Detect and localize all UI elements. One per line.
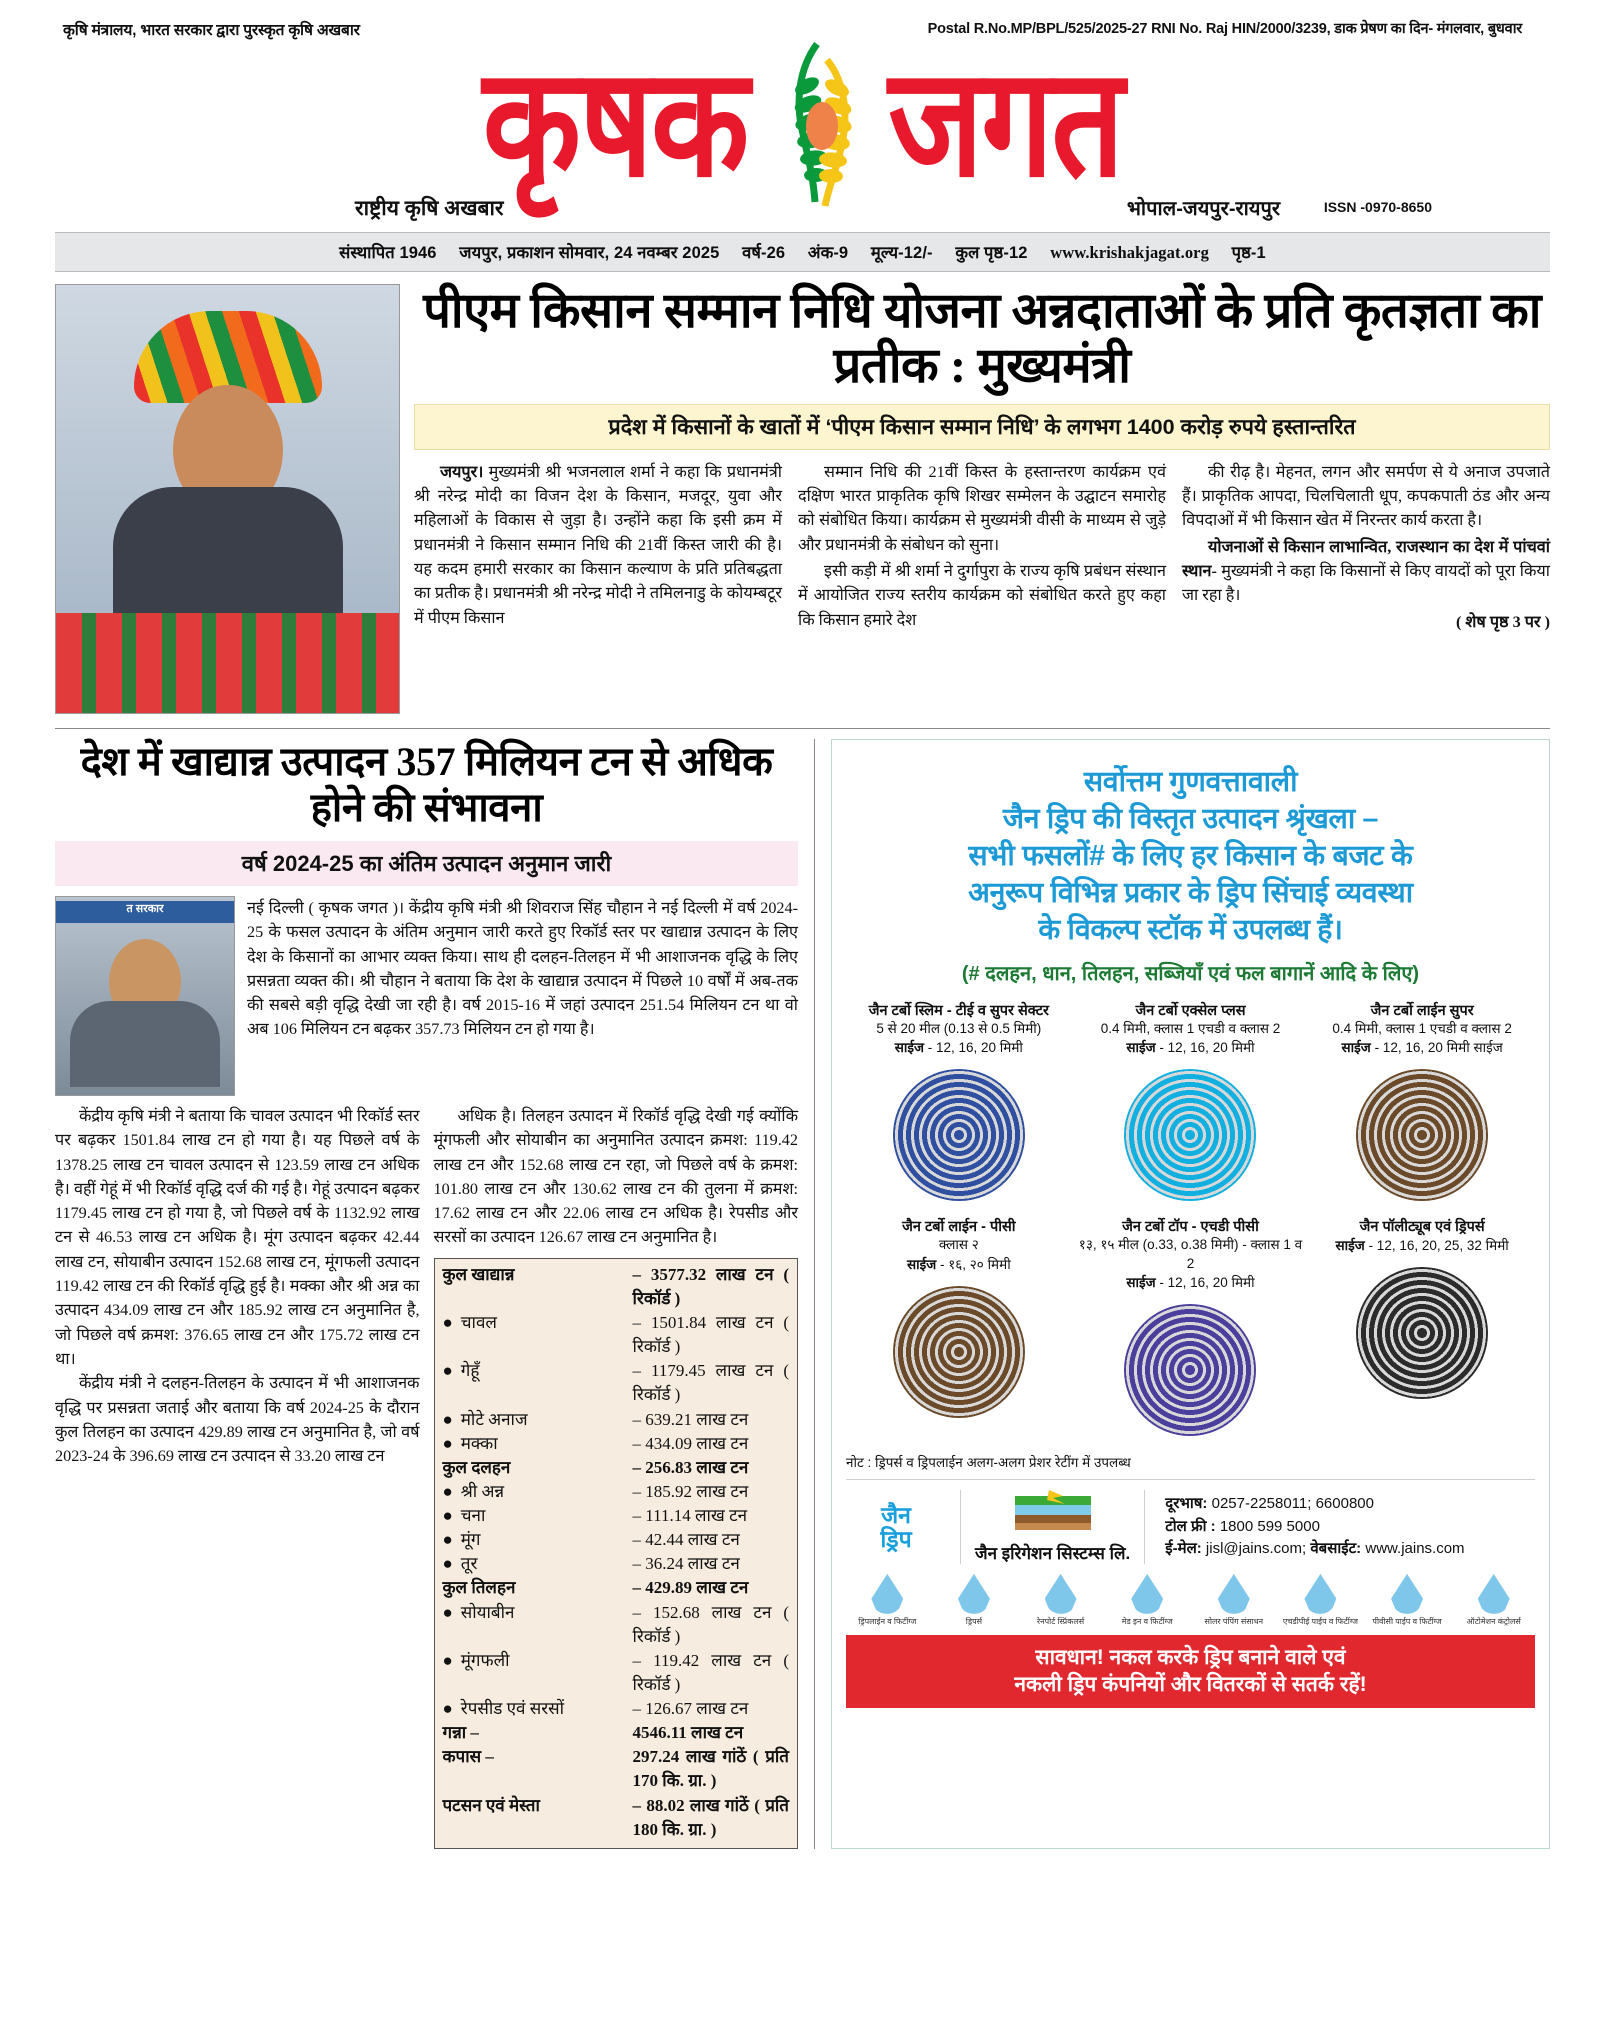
table-row (443, 1359, 790, 1407)
table-row-label: ● तूर (443, 1552, 633, 1576)
table-row-label: ● मोटे अनाज (443, 1408, 633, 1432)
table-row-label: ● मूंगफली (443, 1649, 633, 1697)
product-category-icon: ड्रिपर्स (933, 1574, 1016, 1627)
jain-drip-logo (846, 1503, 946, 1551)
s2-col1-para1: केंद्रीय कृषि मंत्री ने बताया कि चावल उत्पादन भी रिकॉर्ड स्तर पर बढ़कर 1501.84 लाख टन हो गया है। यह पिछले वर्ष के 1378.25 लाख टन चावल उत्पादन से 123.59 लाख टन अधिक है। वहीं गेहूं में भी रिकॉर्ड वृद्धि दर्ज की गई है। गेहूं उत्पादन बढ़कर 1179.45 लाख टन हो गया है, जो पिछले वर्ष के 1132.92 लाख टन से 46.53 लाख टन अधिक है। मूंग उत्पादन बढ़कर 42.44 लाख टन, सोयाबीन उत्पादन 152.68 लाख टन, मूंगफली उत्पादन 119.42 लाख टन की रिकॉर्ड वृद्धि हुई है। मक्का और श्री अन्न का उत्पादन 434.09 लाख टन और 185.92 लाख टन अनुमानित है, जो पिछले वर्ष क्रमश: 376.65 लाख टन और 175.72 लाख टन था। (55, 1107, 420, 1368)
info-founded: संस्थापित 1946 (339, 244, 437, 262)
jain-drip-advertisement[interactable] (831, 739, 1550, 1849)
table-row-value: – 429.89 लाख टन (632, 1578, 749, 1598)
jain-drip-logo-line1: जैन (881, 1501, 911, 1528)
ad-headline-line4: अनुरूप विभिन्न प्रकार के ड्रिप सिंचाई व्यवस्था (968, 877, 1413, 910)
second-story-headline: देश में खाद्यान्न उत्पादन 357 मिलियन टन से अधिक होने की संभावना (80, 739, 773, 830)
table-row-label: गन्ना – (442, 1723, 479, 1743)
bullet-icon: ● (442, 1602, 453, 1622)
lead-story (55, 284, 1550, 714)
tollfree-value: 1800 599 5000 (1219, 1517, 1320, 1535)
ad-product-cell[interactable] (846, 1216, 1072, 1444)
table-row-value: – 256.83 लाख टन (632, 1457, 749, 1477)
ad-warning-banner (846, 1635, 1535, 1709)
second-story-column-1 (55, 1104, 420, 1849)
table-row (443, 1721, 790, 1745)
lead-col3-subhead: योजनाओं से किसान लाभान्वित, राजस्थान का देश में पांचवां स्थान- (1182, 537, 1550, 580)
publication-info-bar (55, 232, 1550, 272)
wheat-grain-logo-icon (755, 42, 880, 207)
product-category-icon: रेनपोर्ट स्प्रिंकलर्स (1019, 1574, 1102, 1627)
bullet-icon: ● (442, 1481, 453, 1501)
second-story (55, 739, 815, 1849)
product-name: जैन टर्बो लाईन सुपर (1370, 1003, 1474, 1020)
drip-pipe-coil-icon (893, 1069, 1025, 1201)
masthead (55, 40, 1550, 224)
water-drop-icon (1131, 1574, 1163, 1614)
table-row (443, 1311, 790, 1359)
table-row-label: ● रेपसीड एवं सरसों (443, 1697, 633, 1721)
drip-pipe-coil-icon (1124, 1069, 1256, 1201)
email-value[interactable]: jisl@jains.com; (1205, 1540, 1307, 1558)
table-row (443, 1528, 790, 1552)
bullet-icon: ● (442, 1554, 453, 1574)
lead-column-2 (798, 460, 1166, 634)
s2-col2-para1: अधिक है। तिलहन उत्पादन में रिकॉर्ड वृद्धि देखी गई क्योंकि मूंगफली और सोयाबीन का अनुमानित उत्पादन क्रमश: 119.42 लाख टन और 152.68 लाख टन रहा, जो पिछले वर्ष के क्रमश: 101.80 लाख टन और 130.62 लाख टन की तुलना में क्रमश: 17.62 लाख टन और 22.06 लाख टन अधिक है। रेपसीड और सरसों का उत्पादन 126.67 लाख टन अनुमानित है। (433, 1107, 798, 1247)
table-row (443, 1480, 790, 1504)
table-row-label: ● चना (443, 1504, 633, 1528)
second-story-column-2 (434, 1104, 799, 1849)
table-row-value: – 126.67 लाख टन (632, 1699, 749, 1719)
tollfree-label: टोल फ्री : (1165, 1517, 1216, 1535)
web-label: वेबसाईट: (1310, 1540, 1362, 1558)
water-drop-icon (958, 1574, 990, 1614)
s2-col1-para2: केंद्रीय मंत्री ने दलहन-तिलहन के उत्पादन में भी आशाजनक वृद्धि पर प्रसन्नता जताई और बताया कि वर्ष 2024-25 के दौरान कुल तिलहन का उत्पादन 429.89 लाख टन अनुमानित है, जो वर्ष 2023-24 के 396.69 लाख टन उत्पादन से 33.20 लाख टन (55, 1374, 420, 1466)
lead-col1-text: मुख्यमंत्री श्री भजनलाल शर्मा ने कहा कि प्रधानमंत्री श्री नरेन्द्र मोदी का विजन देश के किसान, मजदूर, युवा और महिलाओं के विकास से जुड़ा है। उन्होंने कहा कि इसी क्रम में प्रधानमंत्री ने किसान सम्मान निधि की 21वीं किस्त जारी की है। यह कदम हमारी सरकार का किसान कल्याण के प्रति प्रतिबद्धता का प्रतीक है। प्रधानमंत्री श्री नरेन्द्र मोदी ने तमिलनाडु के कोयम्बटूर में पीएम किसान (414, 462, 782, 627)
table-row (443, 1745, 790, 1793)
product-size: साईज - 12, 16, 20, 25, 32 मिमी (1335, 1238, 1509, 1254)
table-row-label: ● मक्का (443, 1432, 633, 1456)
ad-warning-line2: नकली ड्रिप कंपनियों और वितरकों से सतर्क रहें! (1014, 1673, 1367, 1697)
drip-pipe-coil-icon (1356, 1069, 1488, 1201)
ad-warning-line1: सावधान! नकल करके ड्रिप बनाने वाले एवं (1035, 1645, 1346, 1669)
ad-product-cell[interactable] (1309, 1216, 1535, 1444)
table-row (443, 1697, 790, 1721)
ad-product-cell[interactable] (1078, 1000, 1304, 1210)
product-size: साईज - १६, २० मिमी (906, 1256, 1011, 1272)
water-drop-icon (1478, 1574, 1510, 1614)
top-strip (55, 18, 1550, 40)
lead-headline: पीएम किसान सम्मान निधि योजना अन्नदाताओं के प्रति कृतज्ञता का प्रतीक : मुख्यमंत्री (423, 283, 1541, 393)
second-story-kicker: वर्ष 2024-25 का अंतिम उत्पादन अनुमान जारी (55, 841, 798, 886)
product-category-icon: ड्रिपलाईन व फिटींग्ज (846, 1574, 929, 1627)
bullet-icon: ● (442, 1699, 453, 1719)
product-size: साईज - 12, 16, 20 मिमी (1126, 1040, 1255, 1056)
ad-product-cell[interactable] (1309, 1000, 1535, 1210)
table-row-value: 4546.11 लाख टन (632, 1723, 744, 1743)
ad-headline (846, 764, 1535, 949)
ad-headline-line3: सभी फसलों# के लिए हर किसान के बजट के (968, 840, 1413, 873)
ad-headline-line2: जैन ड्रिप की विस्तृत उत्पादन श्रृंखला – (1002, 803, 1379, 836)
table-row-label: कुल खाद्यान्न (442, 1264, 515, 1284)
product-spec: 0.4 मिमी, क्लास 1 एचडी व क्लास 2 (1100, 1021, 1281, 1037)
second-story-lead-text: नई दिल्ली ( कृषक जगत )। केंद्रीय कृषि मंत्री श्री शिवराज सिंह चौहान ने नई दिल्ली में वर्ष 2024-25 के फसल उत्पादन के अंतिम अनुमान जारी करते हुए रिकॉर्ड स्तर पर खाद्यान्न उत्पादन के लिए देश के किसानों का आभार व्यक्त किया। साथ ही दलहन-तिलहन में भी आशाजनक वृद्धि के लिए प्रसन्नता व्यक्त की। श्री चौहान ने बताया कि देश के खाद्यान्न उत्पादन में पिछले 10 वर्षों में अब-तक की सबसे बड़ी वृद्धि देखी जा रही है। वर्ष 2015-16 में जहां उत्पादन 251.54 मिलियन टन था वो अब 106 मिलियन टन बढ़कर 357.73 मिलियन टन हो गया है। (247, 899, 798, 1039)
table-row-value: – 119.42 लाख टन ( रिकॉर्ड ) (632, 1650, 789, 1694)
ad-contact-block (1159, 1493, 1464, 1561)
table-row (443, 1504, 790, 1528)
table-row (443, 1649, 790, 1697)
product-size: साईज - 12, 16, 20 मिमी (1126, 1274, 1255, 1290)
web-value[interactable]: www.jains.com (1365, 1540, 1465, 1558)
table-row-label: ● सोयाबीन (443, 1601, 633, 1649)
issn-number: ISSN -0970-8650 (1323, 199, 1432, 215)
ad-headline-line5: के विकल्प स्टॉक में उपलब्ध हैं। (1038, 914, 1343, 947)
product-category-icon: पीवीसी पाईप व फिटींग्ज (1366, 1574, 1449, 1627)
lead-col2-para1: सम्मान निधि की 21वीं किस्त के हस्तान्तरण कार्यक्रम एवं दक्षिण भारत प्राकृतिक कृषि शिखर सम्मेलन के उद्घाटन समारोह को संबोधित किया। कार्यक्रम से मुख्यमंत्री वीसी के माध्यम से जुड़े और प्रधानमंत्री के संबोधन को सुना। (798, 462, 1166, 554)
product-image (1078, 1060, 1304, 1210)
table-row-value: – 42.44 लाख टन (632, 1530, 740, 1550)
lead-col2-para2: इसी कड़ी में श्री शर्मा ने दुर्गापुरा के राज्य कृषि प्रबंधन संस्थान में आयोजित राज्य स्तरीय कार्यक्रम को संबोधित करते हुए कहा कि किसान हमारे देश (798, 561, 1166, 629)
table-row-value: – 1501.84 लाख टन ( रिकॉर्ड ) (632, 1313, 789, 1357)
ad-product-cell[interactable] (1078, 1216, 1304, 1444)
table-row (443, 1408, 790, 1432)
info-issue: अंक-9 (807, 244, 849, 262)
table-row-value: – 1179.45 लाख टन ( रिकॉर्ड ) (632, 1361, 789, 1405)
ad-headline-line1: सर्वोत्तम गुणवत्तावाली (1083, 766, 1298, 798)
second-story-photo (55, 896, 235, 1096)
field-irrigation-icon (1007, 1490, 1099, 1534)
table-row (443, 1456, 790, 1480)
advertisement-column (815, 739, 1550, 1849)
product-category-icon: ऑटोमेशन कंट्रोलर्स (1452, 1574, 1535, 1627)
body-shape (113, 487, 343, 617)
product-name: जैन पॉलीट्यूब एवं ड्रिपर्स (1359, 1219, 1485, 1236)
product-image (846, 1277, 1072, 1427)
product-category-icon: मेड इन व फिटींग्ज (1106, 1574, 1189, 1627)
jain-drip-logo-line2: ड्रिप (880, 1525, 912, 1552)
water-drop-icon (1391, 1574, 1423, 1614)
product-spec: 0.4 मिमी, क्लास 1 एचडी व क्लास 2 (1332, 1021, 1512, 1037)
masthead-word-krishak: कृषक (482, 40, 748, 208)
masthead-word-jagat: जगत (888, 40, 1123, 208)
info-price: मूल्य-12/- (870, 244, 933, 262)
table-row-label: ● गेहूँ (443, 1359, 633, 1407)
ad-product-grid (846, 1000, 1535, 1445)
bullet-icon: ● (442, 1409, 453, 1429)
product-image (1309, 1258, 1535, 1408)
continued-reference: ( शेष पृष्ठ 3 पर ) (1455, 612, 1550, 631)
email-label: ई-मेल: (1165, 1540, 1202, 1558)
table-row-value: – 3577.32 लाख टन ( रिकॉर्ड ) (632, 1264, 789, 1308)
table-row-value: – 434.09 लाख टन (632, 1433, 749, 1453)
phone-label: दूरभाष: (1165, 1495, 1208, 1513)
product-spec: १३, १५ मील (o.33, o.38 मिमी) - क्लास 1 व 2 (1078, 1237, 1303, 1271)
table-row (443, 1552, 790, 1576)
table-row (443, 1794, 790, 1842)
bullet-icon: ● (442, 1530, 453, 1550)
table-row-value: – 36.24 लाख टन (632, 1554, 740, 1574)
product-name: जैन टर्बो स्लिम - टीई व सुपर सेक्टर (868, 1003, 1049, 1020)
product-name: जैन टर्बो टॉप - एचडी पीसी (1122, 1219, 1259, 1236)
table-row-label: पटसन एवं मेस्ता (442, 1795, 540, 1815)
photo-backdrop-caption: त सरकार (56, 901, 234, 923)
table-row (443, 1576, 790, 1600)
table-row (443, 1263, 790, 1311)
lower-section (55, 728, 1550, 1849)
info-volume: वर्ष-26 (742, 244, 786, 262)
product-image (1078, 1295, 1304, 1445)
product-spec: 5 से 20 मील (0.13 से 0.5 मिमी) (876, 1021, 1042, 1037)
product-name: जैन टर्बो एक्सेल प्लस (1135, 1003, 1246, 1020)
bullet-icon: ● (442, 1361, 453, 1381)
water-drop-icon (871, 1574, 903, 1614)
table-row-value: – 111.14 लाख टन (632, 1506, 748, 1526)
table-row-label: कुल तिलहन (442, 1578, 516, 1598)
table-row-value: – 152.68 लाख टन ( रिकॉर्ड ) (632, 1602, 789, 1646)
phone-value: 0257-2258011; 6600800 (1211, 1495, 1374, 1513)
water-drop-icon (1304, 1574, 1336, 1614)
ad-icon-strip (846, 1574, 1535, 1627)
drip-pipe-coil-icon (893, 1286, 1025, 1418)
bullet-icon: ● (442, 1433, 453, 1453)
flower-decoration (56, 613, 399, 713)
product-category-icon: एचडीपीई पाईप व फिटींग्ज (1279, 1574, 1362, 1627)
ad-product-cell[interactable] (846, 1000, 1072, 1210)
product-size: साईज - 12, 16, 20 मिमी (894, 1040, 1023, 1056)
table-row-label: ● श्री अन्न (443, 1480, 633, 1504)
info-website-link[interactable]: www.krishakjagat.org (1050, 243, 1209, 262)
jisl-company-name: जैन इरिगेशन सिस्टम्स लि. (975, 1543, 1131, 1563)
table-row-value: – 88.02 लाख गांठें ( प्रति 180 कि. ग्रा. ) (632, 1795, 789, 1839)
bullet-icon: ● (442, 1506, 453, 1526)
table-row (443, 1432, 790, 1456)
table-row-label: ● मूंग (443, 1528, 633, 1552)
info-page-number: पृष्ठ-1 (1231, 244, 1266, 262)
top-strip-right: Postal R.No.MP/BPL/525/2025-27 RNI No. Raj HIN/2000/3239, डाक प्रेषण का दिन- मंगलवार, बुधवार (927, 21, 1522, 37)
product-category-icon: सोलर पंपिंग संसाधन (1193, 1574, 1276, 1627)
lead-col3-text: मुख्यमंत्री ने कहा कि किसानों से किए वायदों को पूरा किया जा रहा है। (1182, 561, 1550, 605)
table-row-label: कपास – (442, 1747, 494, 1767)
bullet-icon: ● (442, 1313, 453, 1333)
water-drop-icon (1218, 1574, 1250, 1614)
table-row-label: कुल दलहन (442, 1457, 511, 1477)
table-row-value: – 639.21 लाख टन (632, 1409, 749, 1429)
water-drop-icon (1045, 1574, 1077, 1614)
lead-story-photo (55, 284, 400, 714)
table-row-label: ● चावल (443, 1311, 633, 1359)
product-image (846, 1060, 1072, 1210)
info-total-pages: कुल पृष्ठ-12 (955, 244, 1028, 262)
drip-pipe-coil-icon (1356, 1267, 1488, 1399)
lead-dateline: जयपुर। (440, 462, 484, 481)
ad-note: नोट : ड्रिपर्स व ड्रिपलाईन अलग-अलग प्रेशर रेटींग में उपलब्ध (846, 1454, 1131, 1470)
table-row-value: 297.24 लाख गांठें ( प्रति 170 कि. ग्रा. ) (632, 1747, 789, 1791)
jisl-logo-block (960, 1490, 1145, 1564)
bullet-icon: ● (442, 1650, 453, 1670)
product-size: साईज - 12, 16, 20 मिमी साईज (1341, 1040, 1503, 1056)
product-name: जैन टर्बो लाईन - पीसी (902, 1219, 1016, 1236)
info-place-date: जयपुर, प्रकाशन सोमवार, 24 नवम्बर 2025 (459, 244, 720, 262)
table-row-value: – 185.92 लाख टन (632, 1481, 749, 1501)
drip-pipe-coil-icon (1124, 1304, 1256, 1436)
top-strip-left: कृषि मंत्रालय, भारत सरकार द्वारा पुरस्कृत कृषि अखबार (63, 22, 360, 39)
masthead-tagline-left: राष्ट्रीय कृषि अखबार (355, 197, 504, 220)
ad-footer (846, 1479, 1535, 1564)
production-estimates-table (434, 1258, 799, 1849)
ad-subnote: (# दलहन, धान, तिलहन, सब्जियाँ एवं फल बागानें आदि के लिए) (961, 963, 1420, 986)
masthead-editions: भोपाल-जयपुर-रायपुर (1126, 198, 1280, 220)
product-spec: क्लास २ (938, 1237, 979, 1253)
minister-body-shape (70, 1001, 220, 1087)
product-image (1309, 1060, 1535, 1210)
lead-kicker: प्रदेश में किसानों के खातों में ‘पीएम किसान सम्मान निधि’ के लगभग 1400 करोड़ रुपये हस्तान्तरित (414, 404, 1550, 450)
lead-col3-para1: की रीढ़ है। मेहनत, लगन और समर्पण से ये अनाज उपजाते हैं। प्राकृतिक आपदा, चिलचिलाती धूप, कपकपाती ठंड और अन्य विपदाओं में भी किसान खेत में निरन्तर कार्य करता है। (1182, 462, 1550, 530)
lead-column-1 (414, 460, 782, 634)
table-row (443, 1601, 790, 1649)
lead-column-3 (1182, 460, 1550, 634)
